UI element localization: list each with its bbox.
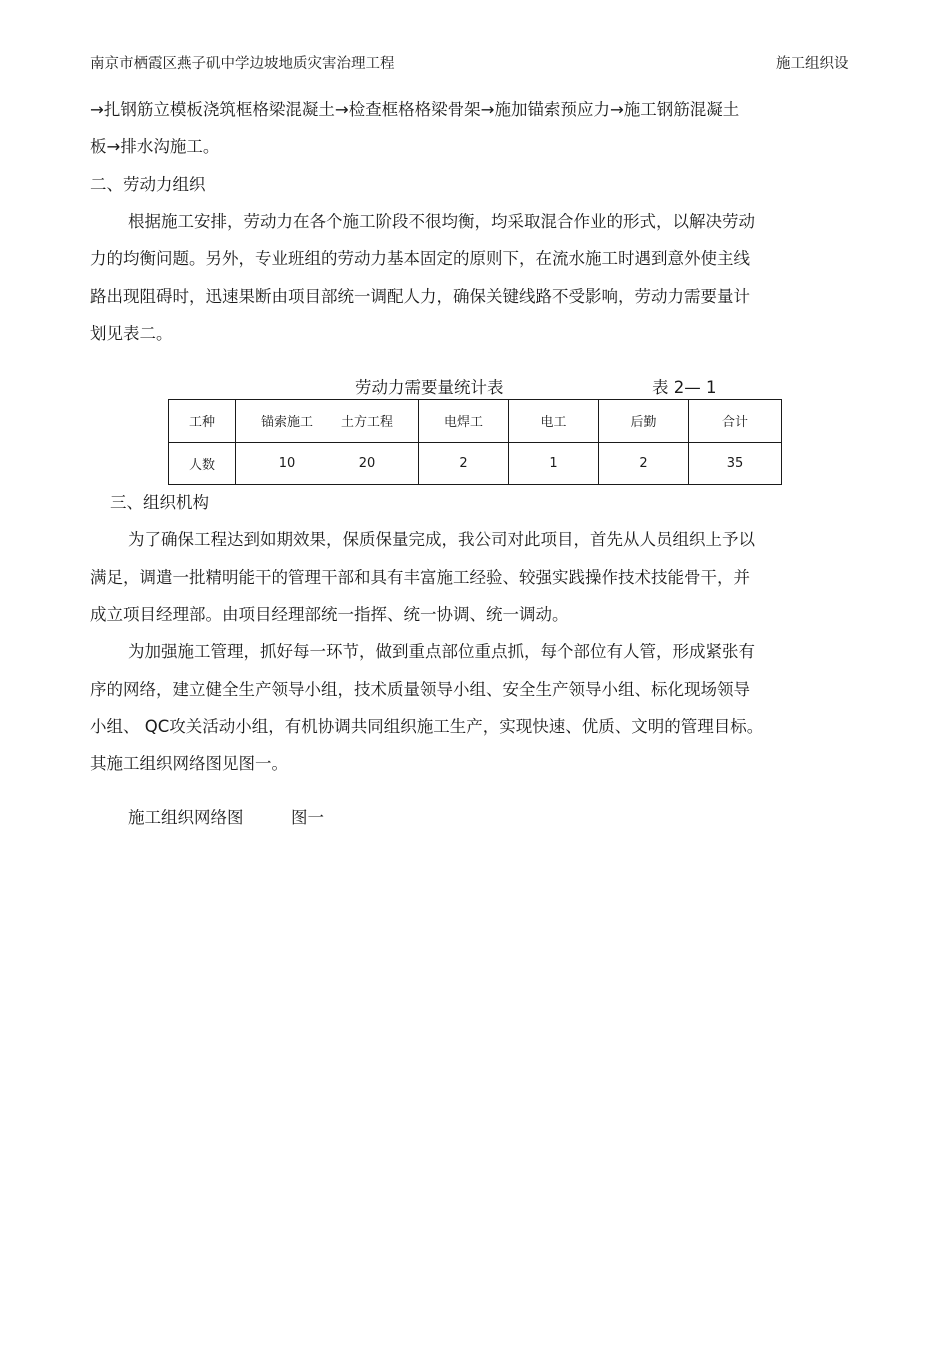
cell-total-count: 35 bbox=[689, 442, 782, 485]
org-paragraph1-line-2: 满足，调遣一批精明能干的管理干部和具有丰富施工经验、较强实践操作技术技能骨干，并 bbox=[90, 568, 750, 587]
org-paragraph2-line-1: 为加强施工管理，抓好每一环节，做到重点部位重点抓，每个部位有人管，形成紧张有 bbox=[128, 642, 755, 661]
section-heading-organization: 三、组织机构 bbox=[110, 493, 209, 512]
cell-welder: 电焊工 bbox=[419, 400, 509, 443]
intro-line-1: →扎钢筋立模板浇筑框格梁混凝土→检查框格格梁骨架→施加锚索预应力→施工钢筋混凝土 bbox=[90, 100, 740, 119]
labor-paragraph-line-3: 路出现阻碍时，迅速果断由项目部统一调配人力，确保关键线路不受影响，劳动力需要量计 bbox=[90, 287, 750, 306]
section-heading-labor: 二、劳动力组织 bbox=[90, 175, 206, 194]
table-row-counts bbox=[169, 442, 782, 485]
cell-electrician: 电工 bbox=[509, 400, 599, 443]
intro-line-2: 板→排水沟施工。 bbox=[90, 137, 220, 156]
cell-logistics-count: 2 bbox=[599, 442, 689, 485]
labor-paragraph-line-1: 根据施工安排，劳动力在各个施工阶段不很均衡，均采取混合作业的形式，以解决劳动 bbox=[128, 212, 755, 231]
table-title: 劳动力需要量统计表 bbox=[355, 378, 504, 397]
org-paragraph2-line-4: 其施工组织网络图见图一。 bbox=[90, 754, 288, 773]
figure-caption-number: 图一 bbox=[291, 808, 324, 827]
cell-merged-counts bbox=[236, 442, 419, 485]
figure-caption-title: 施工组织网络图 bbox=[128, 808, 244, 827]
cell-anchor-work-count: 10 bbox=[278, 455, 296, 471]
cell-logistics: 后勤 bbox=[599, 400, 689, 443]
table-number: 表 2— 1 bbox=[652, 378, 717, 397]
cell-total-label: 合计 bbox=[689, 400, 782, 443]
cell-headcount-label: 人数 bbox=[169, 442, 236, 485]
cell-anchor-work: 锚索施工 bbox=[260, 415, 313, 431]
cell-earthwork: 土方工程 bbox=[341, 415, 394, 431]
cell-electrician-count: 1 bbox=[509, 442, 599, 485]
cell-merged-trades bbox=[236, 400, 419, 443]
org-paragraph1-line-3: 成立项目经理部。由项目经理部统一指挥、统一协调、统一调动。 bbox=[90, 605, 569, 624]
cell-earthwork-count: 20 bbox=[358, 455, 376, 471]
org-paragraph1-line-1: 为了确保工程达到如期效果，保质保量完成，我公司对此项目，首先从人员组织上予以 bbox=[128, 530, 755, 549]
org-paragraph2-line-2: 序的网络，建立健全生产领导小组，技术质量领导小组、安全生产领导小组、标化现场领导 bbox=[90, 680, 750, 699]
cell-trade-label: 工种 bbox=[169, 400, 236, 443]
cell-welder-count: 2 bbox=[419, 442, 509, 485]
table-row-header bbox=[169, 400, 782, 443]
labor-paragraph-line-4: 划见表二。 bbox=[90, 324, 173, 343]
running-header-project: 南京市栖霞区燕子矶中学边坡地质灾害治理工程 bbox=[90, 56, 395, 72]
org-paragraph2-line-3: 小组、 QC攻关活动小组，有机协调共同组织施工生产，实现快速、优质、文明的管理目标。 bbox=[90, 717, 764, 736]
labor-paragraph-line-2: 力的均衡问题。另外，专业班组的劳动力基本固定的原则下，在流水施工时遇到意外使主线 bbox=[90, 249, 750, 268]
labor-table bbox=[168, 399, 782, 485]
running-header-section: 施工组织设 bbox=[776, 56, 849, 72]
